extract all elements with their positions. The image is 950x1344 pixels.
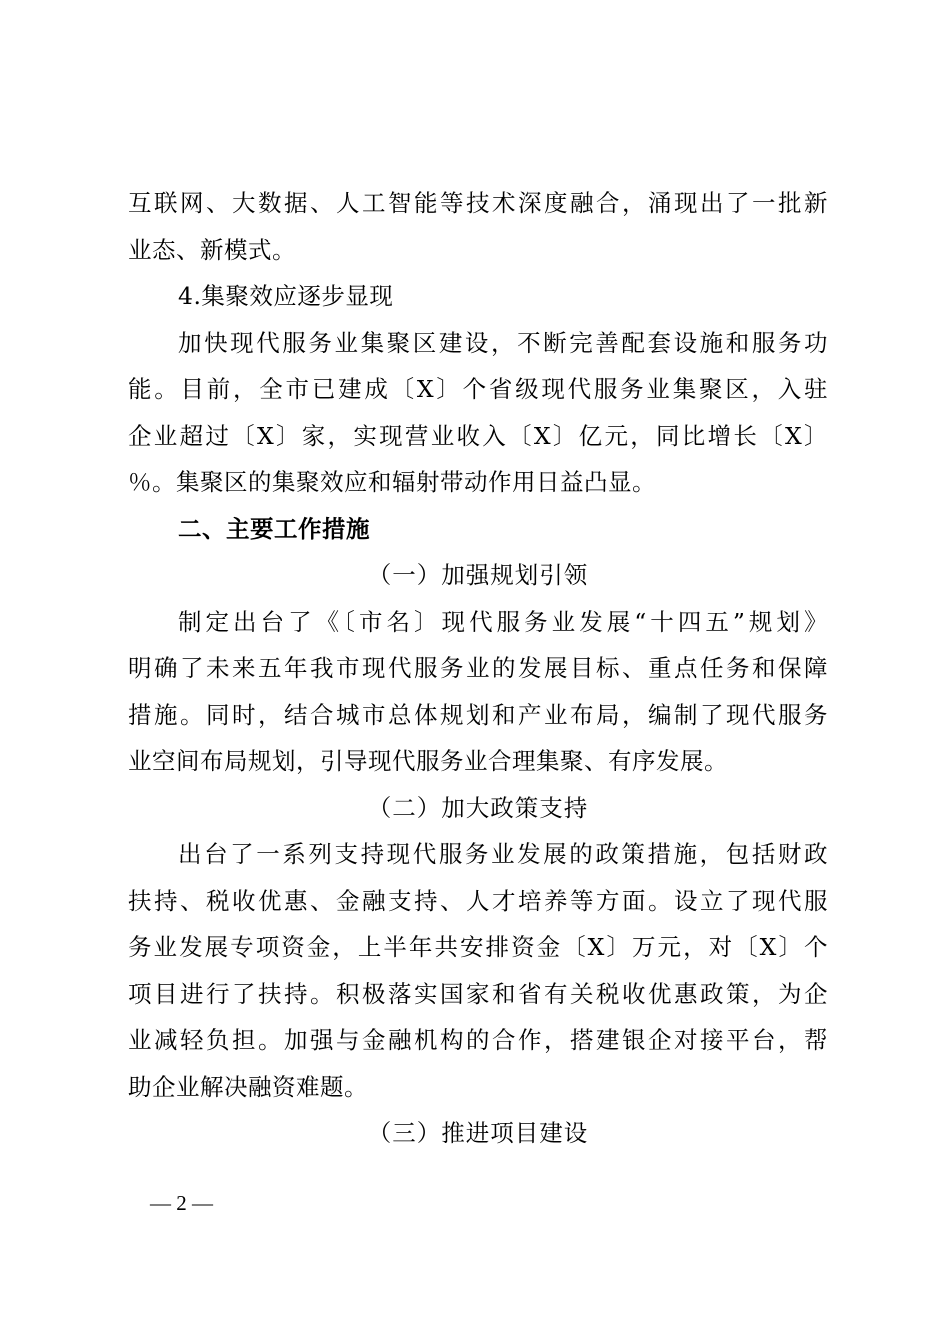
- paragraph-line: 制定出台了《〔市名〕现代服务业发展“十四五”规划》: [178, 607, 828, 636]
- paragraph-line: ％。集聚区的集聚效应和辐射带动作用日益凸显。: [128, 468, 656, 496]
- subsection-heading-centered: （一）加强规划引领: [367, 561, 589, 589]
- paragraph-line: 助企业解决融资难题。: [128, 1072, 368, 1101]
- paragraph-line: 出台了一系列支持现代服务业发展的政策措施，包括财政: [178, 840, 828, 868]
- paragraph-line: 项目进行了扶持。积极落实国家和省有关税收优惠政策，为企: [128, 979, 828, 1008]
- subsection-heading: 4.集聚效应逐步显现: [178, 282, 394, 310]
- paragraph-line: 措施。同时，结合城市总体规划和产业布局，编制了现代服务: [128, 700, 828, 729]
- paragraph-line: 企业超过〔X〕家，实现营业收入〔X〕亿元，同比增长〔X〕: [128, 421, 828, 450]
- subsection-heading-centered: （二）加大政策支持: [367, 793, 589, 822]
- paragraph-line: 加快现代服务业集聚区建设，不断完善配套设施和服务功: [178, 328, 828, 357]
- paragraph-line: 能。目前，全市已建成〔X〕个省级现代服务业集聚区，入驻: [128, 375, 828, 403]
- paragraph-line: 明确了未来五年我市现代服务业的发展目标、重点任务和保障: [128, 654, 828, 682]
- section-heading: 二、主要工作措施: [178, 514, 370, 543]
- paragraph-line: 互联网、大数据、人工智能等技术深度融合，涌现出了一批新: [128, 189, 828, 217]
- document-body: [128, 180, 828, 1157]
- paragraph-line: 务业发展专项资金，上半年共安排资金〔X〕万元，对〔X〕个: [128, 933, 828, 961]
- page-number: — 2 —: [150, 1191, 213, 1215]
- paragraph-line: 业空间布局规划，引导现代服务业合理集聚、有序发展。: [128, 747, 728, 775]
- paragraph-line: 扶持、税收优惠、金融支持、人才培养等方面。设立了现代服: [128, 886, 828, 915]
- subsection-heading-centered: （三）推进项目建设: [367, 1119, 589, 1147]
- paragraph-line: 业态、新模式。: [128, 235, 296, 264]
- paragraph-line: 业减轻负担。加强与金融机构的合作，搭建银企对接平台，帮: [128, 1026, 828, 1054]
